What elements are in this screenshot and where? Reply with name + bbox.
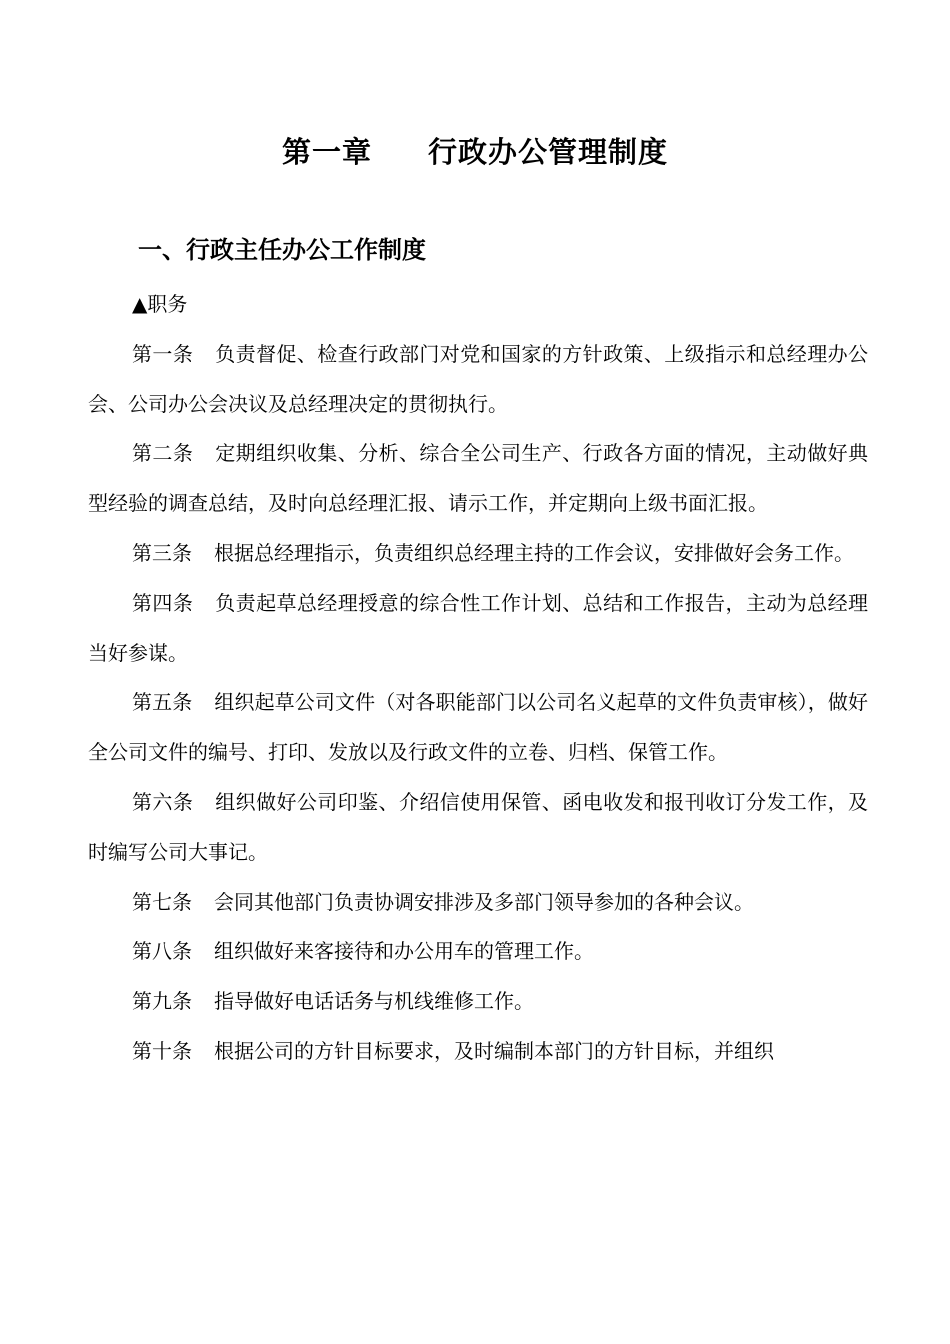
article-text: 指导做好电话话务与机线维修工作。 (214, 989, 534, 1014)
article-1 (88, 330, 868, 430)
body-text (88, 280, 868, 1077)
article-text: 定期组织收集、分析、综合全公司生产、行政各方面的情况，主动做好典型经验的调查总结，及时向总经理汇报、请示工作，并定期向上级书面汇报。 (88, 441, 869, 516)
article-number: 第十条 (132, 1038, 192, 1063)
article-10 (88, 1027, 868, 1077)
article-text: 会同其他部门负责协调安排涉及多部门领导参加的各种会议。 (214, 889, 754, 914)
article-text: 根据公司的方针目标要求，及时编制本部门的方针目标，并组织 (214, 1038, 774, 1063)
article-9 (88, 977, 868, 1027)
article-number: 第八条 (132, 939, 192, 964)
article-number: 第六条 (132, 789, 194, 814)
chapter-number: 第一章 (281, 135, 372, 169)
duty-label: ▲职务 (132, 292, 188, 316)
article-7 (88, 878, 868, 928)
article-8 (88, 927, 868, 977)
section-heading: 一、行政主任办公工作制度 (138, 236, 426, 264)
article-number: 第七条 (132, 889, 192, 914)
article-text: 组织做好公司印鉴、介绍信使用保管、函电收发和报刊收订分发工作，及时编写公司大事记。 (88, 789, 869, 864)
article-6 (88, 778, 868, 878)
article-3 (88, 529, 868, 579)
article-number: 第九条 (132, 989, 192, 1014)
article-number: 第二条 (132, 441, 194, 466)
article-text: 组织起草公司文件（对各职能部门以公司名义起草的文件负责审核），做好全公司文件的编号、打印、发放以及行政文件的立卷、归档、保管工作。 (88, 690, 869, 765)
chapter-name: 行政办公管理制度 (428, 135, 669, 169)
article-4 (88, 579, 868, 679)
article-text: 组织做好来客接待和办公用车的管理工作。 (214, 939, 594, 964)
article-text: 负责起草总经理授意的综合性工作计划、总结和工作报告，主动为总经理当好参谋。 (88, 590, 869, 665)
article-number: 第三条 (132, 540, 192, 565)
chapter-title (0, 132, 950, 172)
article-5 (88, 678, 868, 778)
article-text: 负责督促、检查行政部门对党和国家的方针政策、上级指示和总经理办公会、公司办公会决议及总经理决定的贯彻执行。 (88, 341, 869, 416)
article-2 (88, 429, 868, 529)
article-number: 第五条 (132, 690, 193, 715)
article-text: 根据总经理指示，负责组织总经理主持的工作会议，安排做好会务工作。 (214, 540, 854, 565)
article-number: 第四条 (132, 590, 194, 615)
article-number: 第一条 (132, 341, 194, 366)
